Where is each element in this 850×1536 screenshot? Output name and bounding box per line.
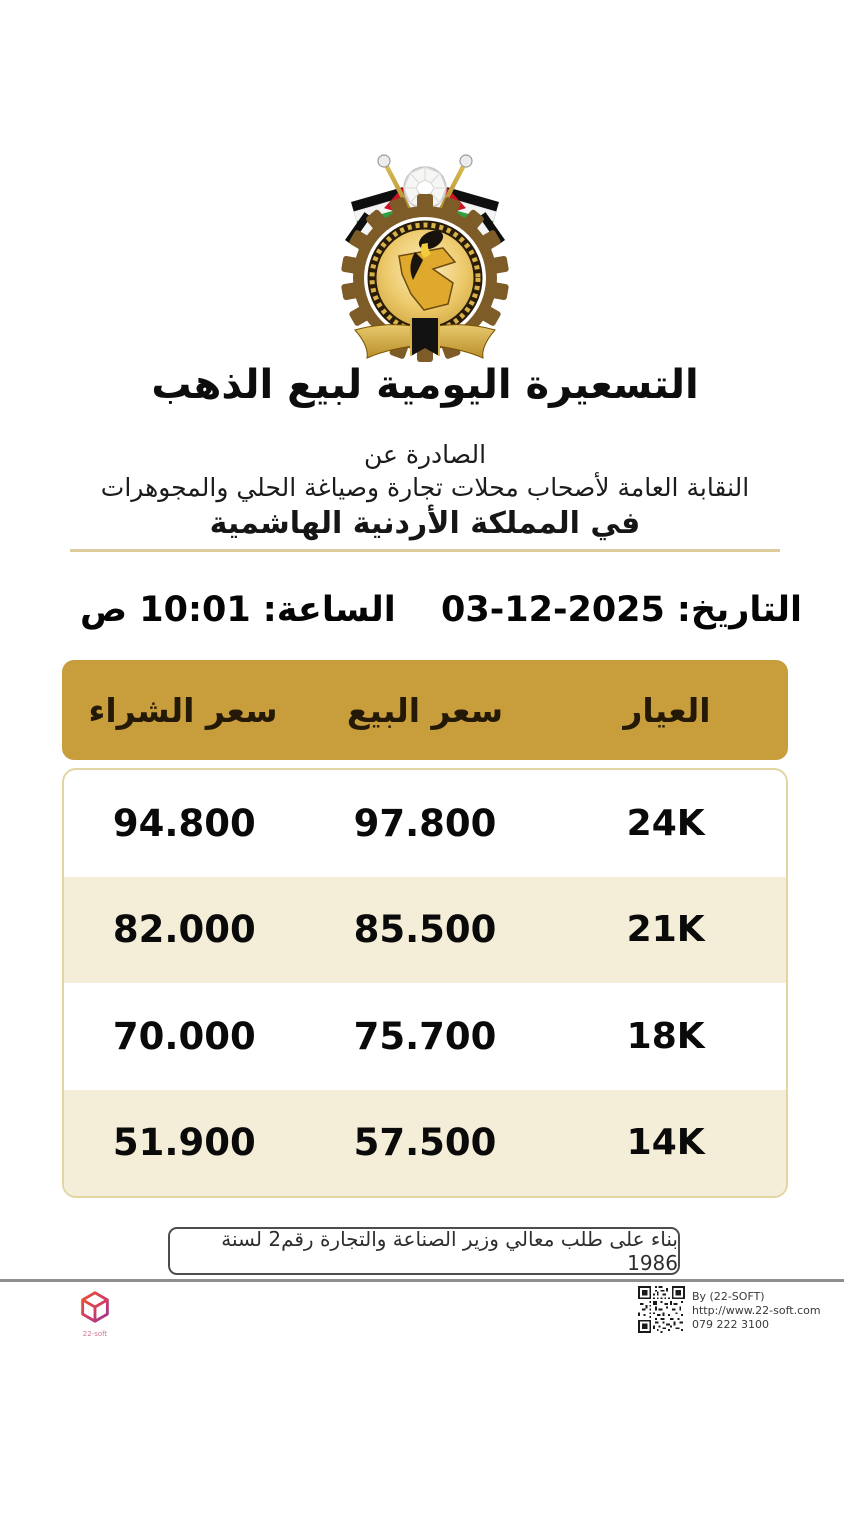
time-value: 10:01 ص <box>80 590 251 630</box>
date-value: 03-12-2025 <box>441 590 665 630</box>
country-line: في المملكة الأردنية الهاشمية <box>209 506 641 541</box>
table-row-24k <box>64 770 786 877</box>
price-table-header <box>62 660 788 760</box>
credit-url: http://www.22-soft.com <box>692 1304 821 1317</box>
page-title: التسعيرة اليومية لبيع الذهب <box>151 362 699 408</box>
issued-by-label: الصادرة عن <box>363 440 487 469</box>
column-sell-price: سعر البيع <box>346 690 504 730</box>
credit-phone: 079 222 3100 <box>692 1318 769 1331</box>
sell-price-value: 97.800 <box>353 801 497 845</box>
sell-price-value: 85.500 <box>353 908 497 952</box>
column-karat: العيار <box>623 690 711 730</box>
time-pair <box>80 590 396 630</box>
bottom-divider <box>0 1279 844 1282</box>
buy-price-value: 82.000 <box>112 908 256 952</box>
credit-text-block <box>692 1286 821 1333</box>
column-buy-price: سعر الشراء <box>88 690 278 730</box>
software-credit <box>638 1286 821 1333</box>
price-table-body <box>62 768 788 1198</box>
credit-by: By (22-SOFT) <box>692 1290 765 1303</box>
karat-value: 24K <box>626 802 705 844</box>
buy-price-value: 70.000 <box>112 1014 256 1058</box>
table-row-18k <box>64 983 786 1090</box>
date-label: التاريخ: <box>676 590 802 630</box>
time-label: الساعة: <box>262 590 396 630</box>
date-pair <box>441 590 802 630</box>
datetime-row <box>0 584 850 636</box>
ministerial-note: بناء على طلب معالي وزير الصناعة والتجارة رقم2 لسنة 1986 <box>168 1227 680 1275</box>
jewelers-syndicate-emblem-icon <box>327 148 523 370</box>
sell-price-value: 57.500 <box>353 1121 497 1165</box>
buy-price-value: 94.800 <box>112 801 256 845</box>
gold-divider <box>70 549 780 552</box>
soft-company-logo <box>72 1288 118 1338</box>
karat-value: 18K <box>626 1015 705 1057</box>
issuer-name: النقابة العامة لأصحاب محلات تجارة وصياغة الحلي والمجوهرات <box>100 473 750 502</box>
cube-logo-text: 22-soft <box>82 1330 108 1338</box>
table-row-14k <box>64 1090 786 1197</box>
qr-code-icon <box>638 1286 685 1333</box>
cube-icon <box>75 1288 115 1326</box>
sell-price-value: 75.700 <box>353 1014 497 1058</box>
karat-value: 21K <box>626 909 705 951</box>
table-row-21k <box>64 877 786 984</box>
buy-price-value: 51.900 <box>112 1121 256 1165</box>
karat-value: 14K <box>626 1122 705 1164</box>
